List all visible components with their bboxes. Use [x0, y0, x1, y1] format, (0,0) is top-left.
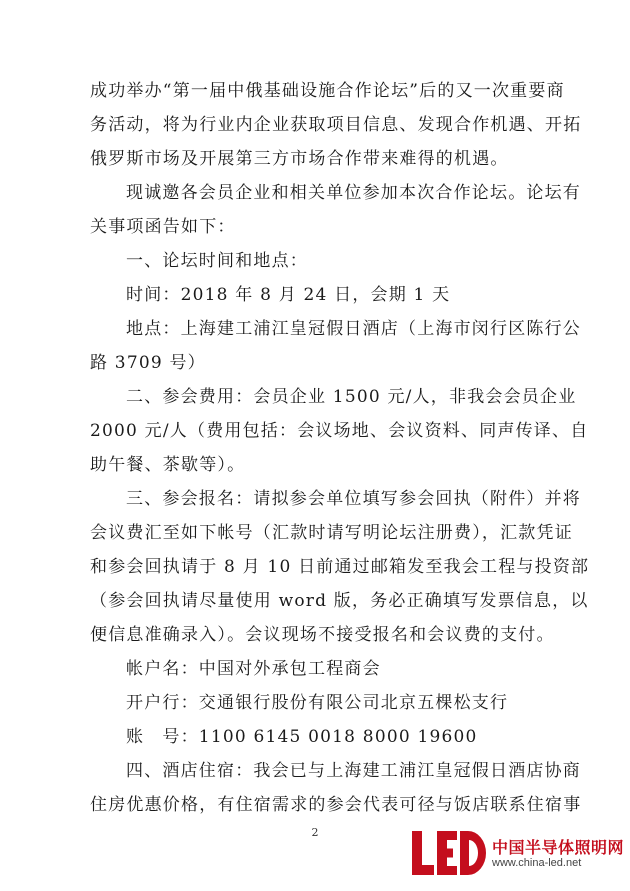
text-line: 2000 元/人（费用包括：会议场地、会议资料、同声传译、自 [90, 421, 589, 441]
text-line: 务活动，将为行业内企业获取项目信息、发现合作机遇、开拓 [90, 115, 582, 135]
text-line: 关事项函告如下： [90, 217, 236, 237]
text-line: 账 号：1100 6145 0018 8000 19600 [126, 727, 478, 747]
page-number: 2 [311, 826, 319, 839]
text-line: 会议费汇至如下帐号（汇款时请写明论坛注册费），汇款凭证 [90, 523, 573, 543]
document-body [90, 74, 590, 822]
text-line: 三、参会报名：请拟参会单位填写参会回执（附件）并将 [126, 489, 581, 509]
text-line: 和参会回执请于 8 月 10 日前通过邮箱发至我会工程与投资部 [90, 557, 590, 577]
text-line: 助午餐、茶歇等）。 [90, 455, 246, 475]
text-line: 时间：2018 年 8 月 24 日，会期 1 天 [126, 285, 451, 305]
text-line: 四、酒店住宿：我会已与上海建工浦江皇冠假日酒店协商 [126, 761, 581, 781]
text-line: 俄罗斯市场及开展第三方市场合作带来难得的机遇。 [90, 149, 509, 169]
watermark-url: www.china-led.net [492, 857, 582, 869]
text-line: 开户行：交通银行股份有限公司北京五棵松支行 [126, 693, 509, 713]
text-line: 成功举办“第一届中俄基础设施合作论坛”后的又一次重要商 [90, 81, 565, 101]
text-line: 地点：上海建工浦江皇冠假日酒店（上海市闵行区陈行公 [126, 319, 581, 339]
text-line: 住房优惠价格，有住宿需求的参会代表可径与饭店联系住宿事 [90, 795, 582, 815]
text-line: 帐户名：中国对外承包工程商会 [126, 659, 381, 679]
led-logo-icon [410, 825, 486, 881]
text-line: 路 3709 号） [90, 353, 206, 373]
text-line: 便信息准确录入）。会议现场不接受报名和会议费的支付。 [90, 625, 555, 645]
text-line: 一、论坛时间和地点： [126, 251, 308, 271]
text-line: 二、参会费用：会员企业 1500 元/人，非我会会员企业 [126, 387, 577, 407]
text-line: （参会回执请尽量使用 word 版，务必正确填写发票信息，以 [90, 591, 589, 611]
watermark-site-name: 中国半导体照明网 [492, 838, 625, 857]
text-line: 现诚邀各会员企业和相关单位参加本次合作论坛。论坛有 [126, 183, 581, 203]
site-watermark [410, 823, 625, 883]
